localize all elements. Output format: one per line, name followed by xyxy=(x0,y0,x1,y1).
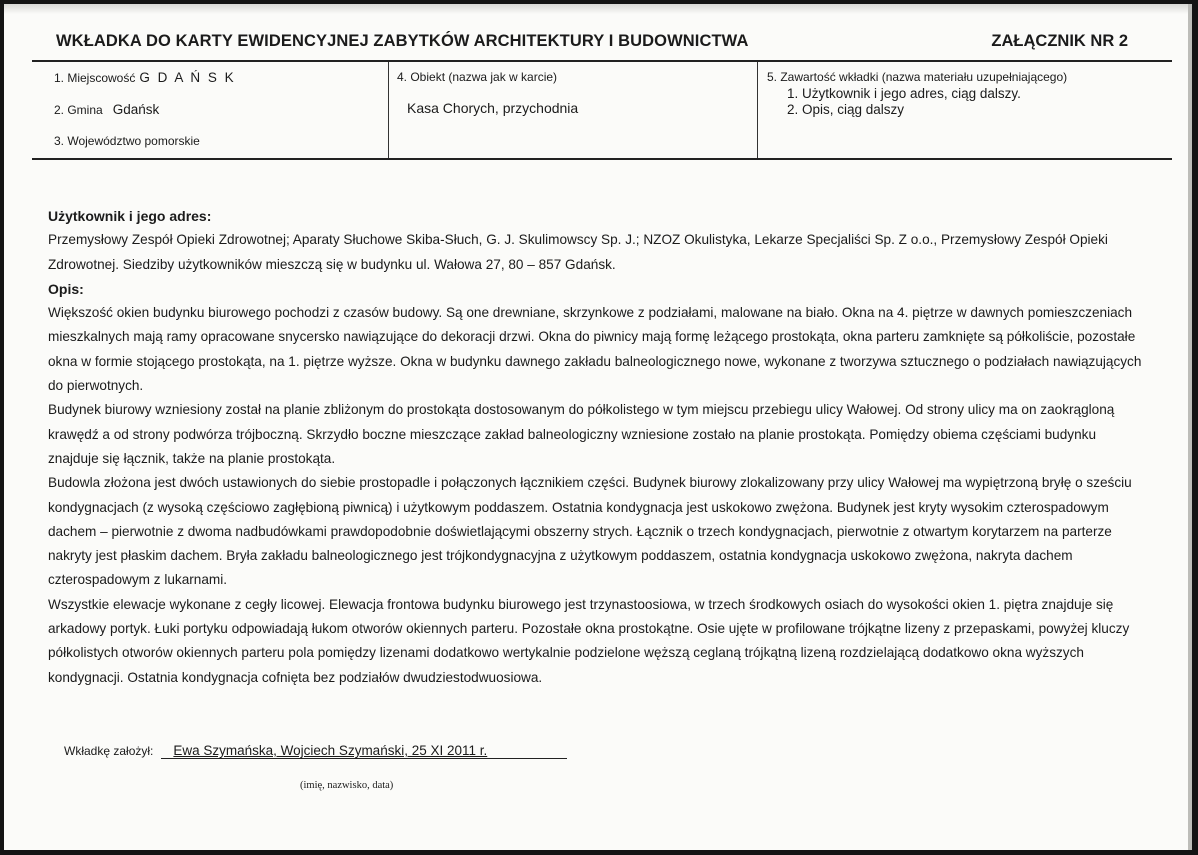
description-paragraph: Większość okien budynku biurowego pochodzi z czasów budowy. Są one drewniane, skrzynkowe z podziałami, malowane na biało. Okna na 4. piętrze w dawnych pomieszczeniach mieszkalnych mają ramy opracowane snycersko nawiązujące do dekoracji drzwi. Okna do piwnicy mają formę leżącego prostokąta, okna parteru zamknięte są półkoliście, pozostałe okna w formie stojącego prostokąta, na 1. piętrze wyższe. Okna w budynku dawnego zakładu balneologicznego nowe, wykonane z tworzywa sztucznego o podziałach nawiązujących do pierwotnych. xyxy=(48,305,1142,394)
scan-edge xyxy=(1188,4,1192,850)
voivodeship-value: pomorskie xyxy=(144,134,200,148)
commune-value: Gdańsk xyxy=(112,102,160,117)
contents-item: 2. Opis, ciąg dalszy xyxy=(787,102,905,117)
main-content xyxy=(48,204,1150,690)
signature-line xyxy=(64,744,567,759)
object-value: Kasa Chorych, przychodnia xyxy=(407,100,579,116)
description-paragraph: Budynek biurowy wzniesiony został na planie zbliżonym do prostokąta dostosowanym do półkolistego w tym miejscu przebiegu ulicy Wałowej. Od strony ulicy ma on zaokrągloną krawędź a od strony podwórza trójboczną. Skrzydło boczne mieszczące zakład balneologiczny wzniesione zostało na planie prostokąta. Pomiędzy obiema częściami budynku znajduje się łącznik, także na planie prostokąta. xyxy=(48,402,1115,466)
contents-column xyxy=(759,62,1172,158)
description-paragraph: Wszystkie elewacje wykonane z cegły licowej. Elewacja frontowa budynku biurowego jest trzynastoosiowa, w trzech środkowych osiach do wysokości okien 1. piętra znajduje się arkadowy portyk. Łuki portyku odpowiadają łukom otworów okiennych parteru. Pozostałe okna prostokątne. Osie ujęte w profilowane trójkątne lizeny z przepaskami, powyżej kluczy półkolistych otworów okiennych parteru pola pomiędzy lizenami dodatkowo wertykalnie podzielone węższą ceglaną trójkątną lizeną rozdzielającą dodatkowo okna wyższych kondygnacji. Ostatnia kondygnacja cofnięta bez podziałów dwudziestodwuosiowa. xyxy=(48,596,1130,685)
annex-number: ZAŁĄCZNIK NR 2 xyxy=(991,32,1128,50)
user-section-text: Przemysłowy Zespół Opieki Zdrowotnej; Aparaty Słuchowe Skiba-Słuch, G. J. Skulimowscy Sp. J.; NZOZ Okulistyka, Lekarze Specjaliści Sp. Z o.o., Przemysłowy Zespół Opieki Zdrowotnej. Siedziby użytkowników mieszczą się w budynku ul. Wałowa 27, 80 – 857 Gdańsk. xyxy=(48,232,1108,272)
signature-label: Wkładkę założył: xyxy=(64,744,154,758)
commune-label: 2. Gmina xyxy=(54,103,103,117)
commune-field xyxy=(54,102,159,117)
contents-item: 1. Użytkownik i jego adres, ciąg dalszy. xyxy=(787,86,1021,101)
form-header xyxy=(32,30,1172,62)
signature-value: Ewa Szymańska, Wojciech Szymański, 25 XI 2011 r. xyxy=(161,744,567,759)
description-paragraph: Budowla złożona jest dwóch ustawionych do siebie prostopadle i połączonych łącznikiem części. Budynek biurowy zlokalizowany przy ulicy Wałowej ma wypiętrzoną bryłę o sześciu kondygnacjach (z wysoką częściowo zagłębioną piwnicą) i użytkowym poddaszem. Ostatnia kondygnacja jest uskokowo zwężona. Budynek jest kryty wysokim czterospadowym dachem – pierwotnie z dwoma nadbudówkami prawdopodobnie doświetlającymi obszerny strych. Łącznik o trzech kondygnacjach, pierwotnie z otwartym korytarzem na parterze nakryty jest płaskim dachem. Bryła zakładu balneologicznego jest trójkondygnacyjna z użytkowym poddaszem, ostatnia kondygnacja uskokowo zwężona, nakryta dachem czterospadowym z lukarnami. xyxy=(48,475,1132,588)
location-column xyxy=(32,62,389,158)
object-label: 4. Obiekt (nazwa jak w karcie) xyxy=(397,70,558,84)
contents-list xyxy=(787,86,1021,118)
locality-label: 1. Miejscowość xyxy=(54,71,136,85)
info-table xyxy=(32,62,1172,160)
voivodeship-label: 3. Województwo xyxy=(54,134,142,148)
user-section-title: Użytkownik i jego adres: xyxy=(48,208,212,224)
signature-caption: (imię, nazwisko, data) xyxy=(300,780,394,791)
voivodeship-field xyxy=(54,134,200,148)
form-title: WKŁADKA DO KARTY EWIDENCYJNEJ ZABYTKÓW ARCHITEKTURY I BUDOWNICTWA xyxy=(56,32,749,50)
scan-shadow xyxy=(4,4,1192,14)
description-title: Opis: xyxy=(48,280,84,297)
contents-label: 5. Zawartość wkładki (nazwa materiału uzupełniającego) xyxy=(767,70,1068,84)
locality-value: G D A Ń S K xyxy=(139,70,236,85)
object-column xyxy=(389,62,758,158)
locality-field xyxy=(54,70,236,85)
